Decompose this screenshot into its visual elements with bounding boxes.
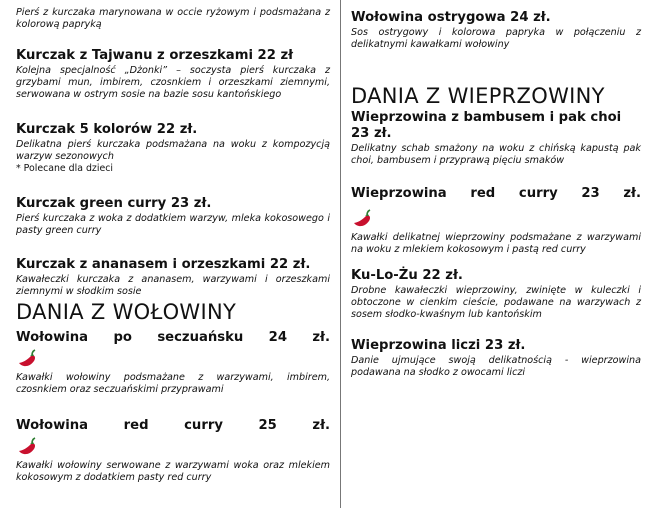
name-word: po — [113, 330, 132, 345]
name-word: red — [123, 418, 149, 433]
item-name: Kurczak 5 kolorów 22 zł. — [16, 122, 198, 137]
menu-item — [16, 6, 330, 31]
menu-item — [16, 257, 330, 298]
item-description: Sos ostrygowy i kolorowa papryka w połączeniu z delikatnymi kawałkami wołowiny — [351, 27, 641, 51]
item-description: Pierś kurczaka z woka z dodatkiem warzyw, mleka kokosowego i pasty green curry — [16, 213, 330, 237]
name-word: Wołowina — [16, 418, 89, 433]
item-name — [16, 330, 330, 346]
item-description: Kolejna specjalność „Dżonki” – soczysta pierś kurczaka z grzybami mun, imbirem, czosnkiem i orzeszkami ziemnymi, serwowana w ostrym sosie na bazie sosu kantońskiego — [16, 65, 330, 101]
menu-item — [351, 186, 641, 256]
section-heading-beef: DANIA Z WOŁOWINY — [16, 300, 237, 324]
column-divider — [340, 0, 341, 508]
name-word: curry — [518, 186, 558, 201]
name-word: zł. — [312, 418, 330, 433]
item-name: Wieprzowina z bambusem i pak choi — [351, 110, 622, 125]
item-description: Pierś z kurczaka marynowana w occie ryżowym i podsmażana z kolorową papryką — [16, 7, 330, 31]
item-description: Kawałki wołowiny podsmażane z warzywami, imbirem, czosnkiem oraz seczuańskimi przyprawami — [16, 372, 330, 396]
name-word: seczuańsku — [157, 330, 244, 345]
chili-pepper-icon — [16, 348, 38, 370]
item-name — [16, 418, 330, 434]
name-word: zł. — [312, 330, 330, 345]
name-word: zł. — [623, 186, 641, 201]
menu-item — [16, 48, 330, 101]
item-name: Ku-Lo-Żu 22 zł. — [351, 268, 463, 283]
name-word: curry — [184, 418, 223, 433]
menu-item — [16, 196, 330, 237]
item-description: Kawałki delikatnej wieprzowiny podsmażane z warzywami na woku z mlekiem kokosowym i pastą red curry — [351, 232, 641, 256]
name-word: red — [470, 186, 496, 201]
item-name: Kurczak green curry 23 zł. — [16, 196, 212, 211]
item-name — [351, 186, 641, 202]
item-name: Kurczak z ananasem i orzeszkami 22 zł. — [16, 257, 311, 272]
item-description: Kawałki wołowiny serwowane z warzywami woka oraz mlekiem kokosowym z dodatkiem pasty red curry — [16, 460, 330, 484]
item-description: Kawałeczki kurczaka z ananasem, warzywami i orzeszkami ziemnymi w słodkim sosie — [16, 274, 330, 298]
menu-item — [351, 110, 641, 167]
name-word: Wieprzowina — [351, 186, 447, 201]
menu-item — [16, 122, 330, 175]
chili-pepper-icon — [16, 436, 38, 458]
name-word: 25 — [258, 418, 277, 433]
menu-item — [16, 330, 330, 396]
item-description: Delikatna pierś kurczaka podsmażana na woku z kompozycją warzyw sezonowych — [16, 139, 330, 163]
item-note: * Polecane dla dzieci — [16, 163, 113, 175]
item-name: Kurczak z Tajwanu z orzeszkami 22 zł — [16, 48, 294, 63]
menu-item — [351, 268, 641, 321]
menu-item — [351, 338, 641, 379]
section-heading-pork: DANIA Z WIEPRZOWINY — [351, 84, 605, 108]
name-word: 23 — [581, 186, 600, 201]
item-name: Wołowina ostrygowa 24 zł. — [351, 10, 551, 25]
item-price: 23 zł. — [351, 126, 392, 141]
menu-item — [16, 418, 330, 484]
item-description: Drobne kawałeczki wieprzowiny, zwinięte w kuleczki i obtoczone w cienkim cieście, podawane na warzywach z sosem słodko-kwaśnym lub kantońskim — [351, 285, 641, 321]
item-description: Delikatny schab smażony na woku z chińską kapustą pak choi, bambusem i przyprawą pięciu smaków — [351, 143, 641, 167]
chili-pepper-icon — [351, 208, 373, 230]
name-word: Wołowina — [16, 330, 89, 345]
menu-item — [351, 10, 641, 51]
name-word: 24 — [268, 330, 288, 345]
item-name: Wieprzowina liczi 23 zł. — [351, 338, 526, 353]
item-description: Danie ujmujące swoją delikatnością - wieprzowina podawana na słodko z owocami liczi — [351, 355, 641, 379]
